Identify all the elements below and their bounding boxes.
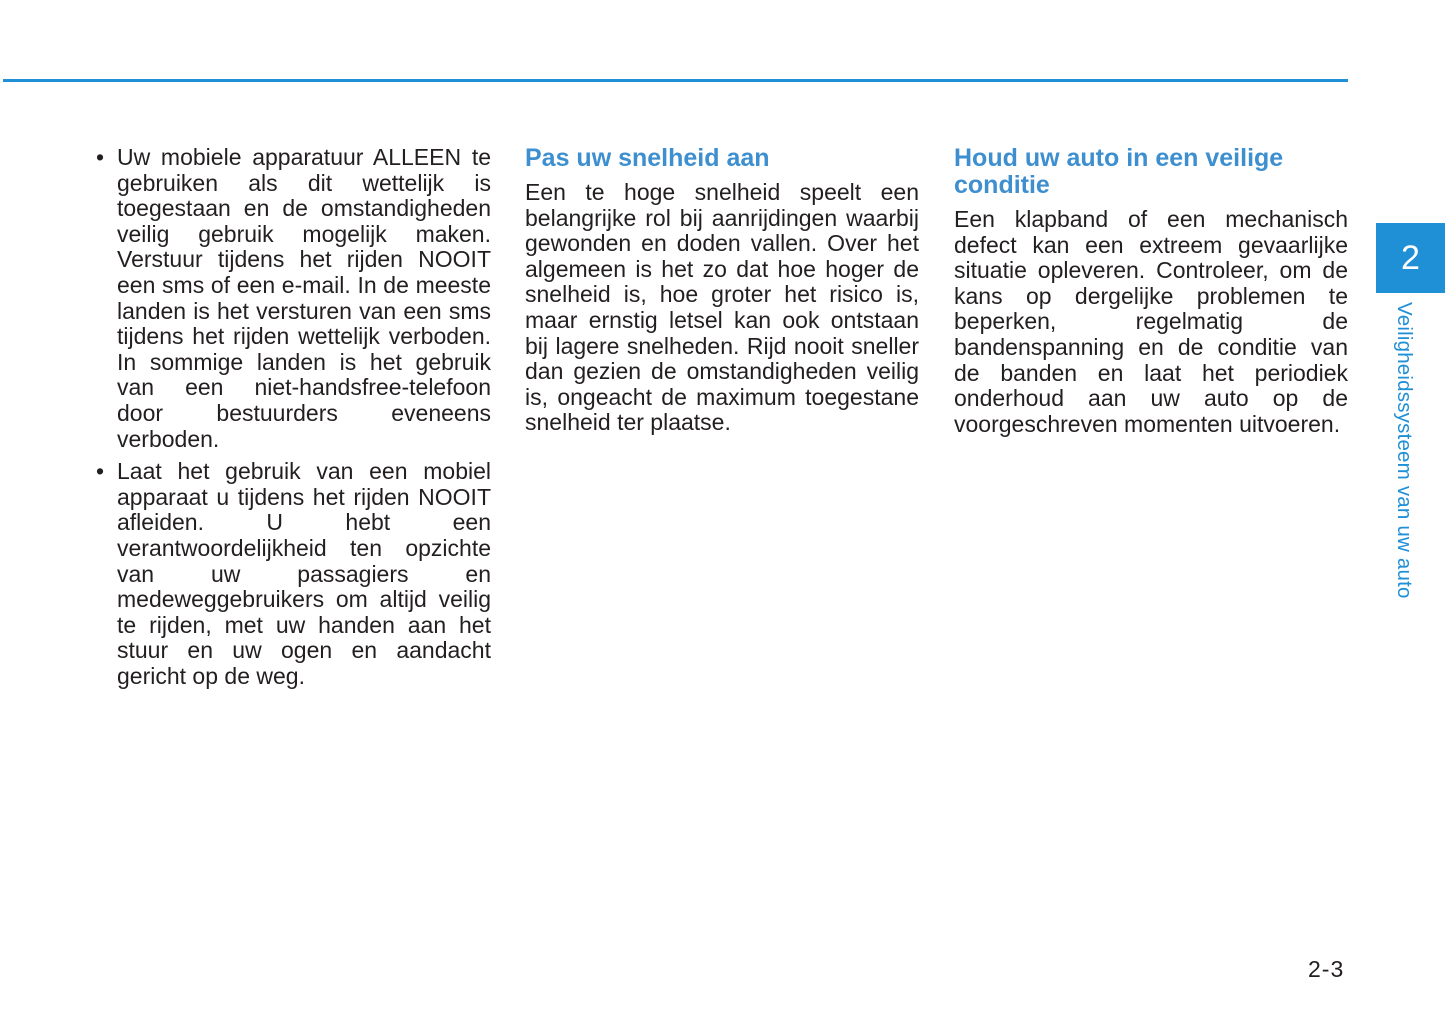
- bullet-text: Laat het gebruik van een mobiel apparaat u tijdens het rijden NOOIT afleiden. U hebt een verantwoordelijkheid ten opzichte van uw passagiers en medeweggebruikers om altijd veilig te rijden, met uw handen aan het stuur en uw ogen en aandacht gericht op de weg.: [117, 458, 491, 689]
- header-rule: [3, 79, 1348, 82]
- section-body-condition: Een klapband of een mechanisch defect kan een extreem gevaarlijke situatie opleveren. Controleer, om de kans op dergelijke problemen te beperken, regelmatig de bandenspanning en de conditie van de banden en laat het periodiek onderhoud aan uw auto op de voorgeschreven momenten uitvoeren.: [954, 206, 1348, 437]
- page-number: 2-3: [1308, 956, 1345, 982]
- section-heading-condition: Houd uw auto in een veilige conditie: [954, 144, 1284, 199]
- section-body-speed: Een te hoge snelheid speelt een belangrijke rol bij aanrijdingen waarbij gewonden en doden vallen. Over het algemeen is het zo dat hoe hoger de snelheid is, hoe groter het risico is, maar ernstig letsel kan ook ontstaan bij lagere snelheden. Rijd nooit sneller dan gezien de omstandigheden veilig is, ongeacht de maximum toegestane snelheid ter plaatse.: [525, 179, 919, 436]
- bullet-symbol: •: [96, 144, 105, 170]
- chapter-number: 2: [1401, 238, 1420, 277]
- column-1: [96, 145, 491, 696]
- bullet-symbol: •: [96, 458, 105, 485]
- chapter-tab: [1376, 223, 1445, 293]
- column-2: [525, 145, 919, 436]
- bullet-text: Uw mobiele apparatuur ALLEEN te gebruiken als dit wettelijk is toegestaan en de omstandigheden veilig gebruik mogelijk maken. Verstuur tijdens het rijden NOOIT een sms of een e-mail. In de meeste landen is het versturen van een sms tijdens het rijden wettelijk verboden. In sommige landen is het gebruik van een niet-handsfree-telefoon door bestuurders eveneens verboden.: [117, 144, 491, 452]
- list-item: [96, 145, 491, 452]
- list-item: [96, 459, 491, 689]
- bullet-list: [96, 145, 491, 689]
- column-3: [954, 145, 1348, 437]
- chapter-title-vertical: Veiligheidssysteem van uw auto: [1393, 302, 1416, 599]
- section-heading-speed: Pas uw snelheid aan: [525, 144, 770, 172]
